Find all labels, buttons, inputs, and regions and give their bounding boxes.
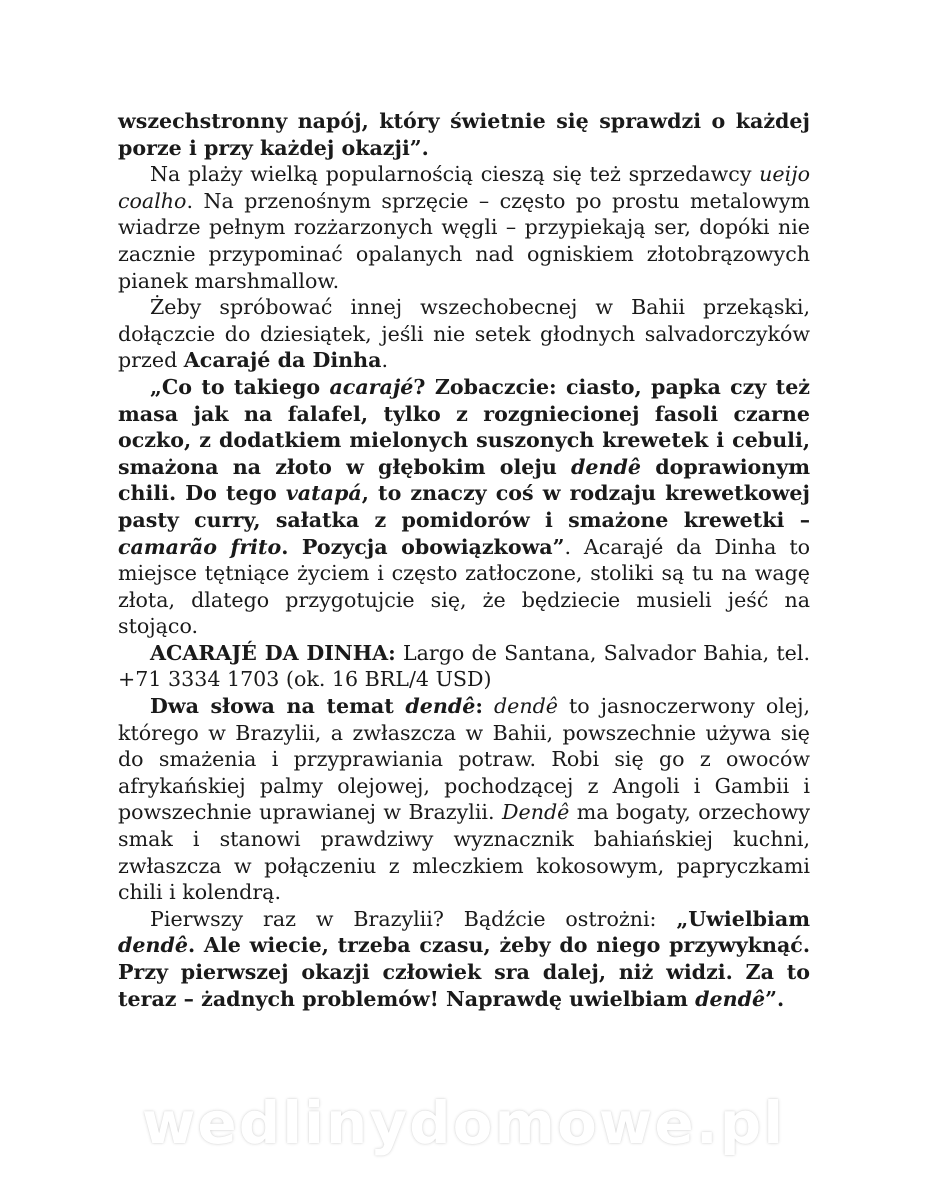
text-span: . Pozycja obowiązkowa” <box>281 534 565 559</box>
text-span: . Ale wiecie, trzeba czasu, żeby do niego przywyknąć. Przy pierwszej okazji człowiek sra dalej, niż widzi. Za to teraz – żadnych problemów! Naprawdę uwielbiam <box>118 933 810 1011</box>
text-span: dendê <box>118 933 188 958</box>
text-span: : <box>475 694 483 719</box>
page-body <box>118 108 810 1012</box>
text-span: ? Zobaczcie: ciasto, papka czy też masa jak na falafel, tylko z rozgniecionej fasoli czarne oczko, z dodatkiem mielonych suszonych krewetek i cebuli, smażona na złoto w głębokim oleju <box>118 374 810 479</box>
text-span: „Co to takiego <box>150 374 330 399</box>
paragraph-4 <box>118 374 810 640</box>
paragraph-5 <box>118 640 810 693</box>
text-span: Dwa słowa na temat <box>150 694 406 719</box>
paragraph-3 <box>118 294 810 374</box>
text-span: dendê <box>405 694 476 719</box>
paragraph-2 <box>118 161 810 294</box>
text-span: Acarajé da Dinha <box>183 348 382 373</box>
text-span: doprawionym chili. Do tego <box>118 454 810 506</box>
text-span: Largo de Santana, Salvador Bahia, tel. +71 3334 1703 (ok. 16 BRL/4 USD) <box>118 640 810 692</box>
text-span: dendê <box>571 454 642 479</box>
text-span: Pierwszy raz w Brazylii? Bądźcie ostrożni: <box>150 906 677 931</box>
paragraph-7 <box>118 906 810 1012</box>
text-span <box>483 694 494 718</box>
text-span: ueijo coalho <box>118 162 810 213</box>
text-span: . Acarajé da Dinha to miejsce tętniące życiem i często zatłoczone, stoliki są tu na wagę złota, dlatego przygotujcie się, że będziecie musieli jeść na stojąco. <box>118 534 810 639</box>
paragraph-6 <box>118 693 810 906</box>
text-span: Dendê <box>502 800 570 825</box>
text-span: wszechstronny napój, który świetnie się sprawdzi o każdej porze i przy każdej okazji”. <box>118 109 810 160</box>
text-span: camarão frito <box>118 534 282 559</box>
text-span: , to znaczy coś w rodzaju krewetkowej pasty curry, sałatka z pomidorów i smażone krewetki – <box>118 481 810 532</box>
text-span: „Uwielbiam <box>676 906 810 931</box>
text-span: Na plaży wielką popularnością cieszą się też sprzedawcy <box>150 162 760 187</box>
text-span: to jasnoczerwony olej, którego w Brazylii, a zwłaszcza w Bahii, powszechnie używa się do smażenia i przyprawiania potraw. Robi się go z owoców afrykańskiej palmy olejowej, pochodzącej z Angoli i Gambii i powszechnie uprawianej w Brazylii. <box>118 694 811 825</box>
paragraph-1 <box>118 108 810 161</box>
text-span: dendê <box>493 694 558 719</box>
text-span: Żeby spróbować innej wszechobecnej w Bahii przekąski, dołączcie do dziesiątek, jeśli nie setek głodnych salvadorczyków przed <box>118 295 810 373</box>
text-span: acarajé <box>329 374 414 399</box>
text-span: ”. <box>765 986 785 1011</box>
text-span: dendê <box>695 986 766 1011</box>
watermark: wedlinydomowe.pl <box>141 1089 786 1157</box>
text-span: vatapá <box>285 481 362 506</box>
text-span: ACARAJÉ DA DINHA: <box>150 640 396 665</box>
text-span: ma bogaty, orzechowy smak i stanowi prawdziwy wyznacznik bahiańskiej kuchni, zwłaszcza w połączeniu z mleczkiem kokosowym, papryczkami chili i kolendrą. <box>118 800 810 905</box>
text-span: . <box>381 348 389 373</box>
text-span: . Na przenośnym sprzęcie – często po prostu metalowym wiadrze pełnym rozżarzonych węgli – przypiekają ser, dopóki nie zacznie przypominać opalanych nad ogniskiem złotobrązowych pianek marshmallow. <box>118 188 810 293</box>
